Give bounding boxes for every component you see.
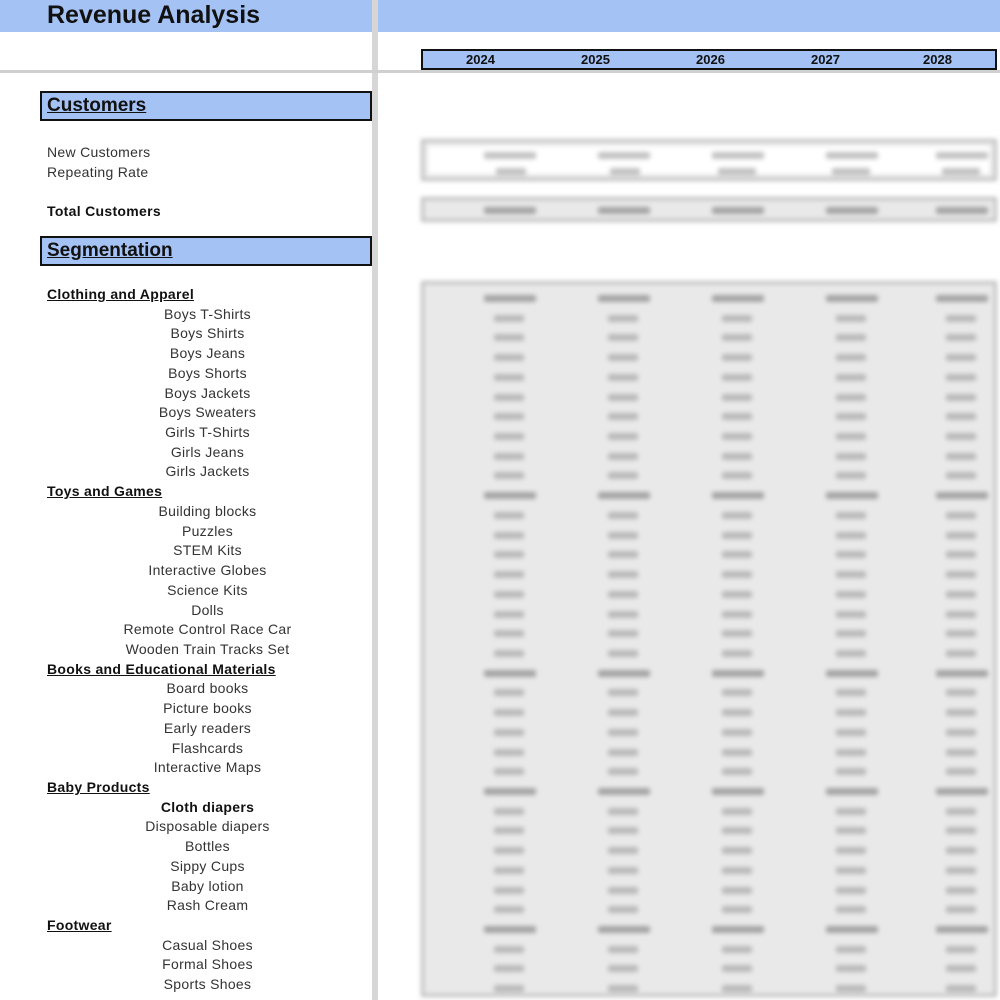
blurred-value — [722, 630, 752, 637]
blurred-value — [946, 551, 976, 558]
blurred-value — [598, 670, 650, 677]
blurred-value — [608, 887, 638, 894]
blurred-value — [494, 571, 524, 578]
blurred-value — [494, 906, 524, 913]
blurred-value — [608, 946, 638, 953]
blurred-value — [722, 453, 752, 460]
blurred-value — [494, 965, 524, 972]
blurred-value — [946, 808, 976, 815]
blurred-value — [836, 334, 866, 341]
blurred-value — [494, 512, 524, 519]
blurred-value — [608, 867, 638, 874]
blurred-value — [836, 374, 866, 381]
blurred-value — [598, 926, 650, 933]
year-cell[interactable]: 2027 — [811, 52, 840, 67]
blurred-value — [836, 689, 866, 696]
blurred-value — [946, 374, 976, 381]
blurred-value — [608, 453, 638, 460]
blurred-value — [946, 887, 976, 894]
blurred-value — [608, 551, 638, 558]
blurred-value — [836, 472, 866, 479]
blurred-value — [722, 847, 752, 854]
blurred-value — [494, 689, 524, 696]
blurred-value — [722, 965, 752, 972]
segment-item-label[interactable]: Boys Shirts — [170, 325, 245, 341]
blurred-value — [494, 315, 524, 322]
blurred-value — [946, 354, 976, 361]
segment-item-label[interactable]: Sippy Cups — [170, 858, 245, 874]
blurred-value — [608, 709, 638, 716]
blurred-value — [484, 492, 536, 499]
segment-item-label[interactable]: Interactive Globes — [148, 562, 267, 578]
blurred-value — [722, 394, 752, 401]
blurred-value — [608, 433, 638, 440]
blurred-value — [836, 827, 866, 834]
blurred-value — [722, 413, 752, 420]
blurred-value — [722, 354, 752, 361]
blurred-value — [722, 906, 752, 913]
blurred-value — [494, 551, 524, 558]
blurred-value — [608, 965, 638, 972]
blurred-value — [608, 808, 638, 815]
blurred-value — [722, 768, 752, 775]
blurred-value — [494, 887, 524, 894]
blurred-value — [494, 985, 524, 992]
blurred-value — [836, 394, 866, 401]
blurred-value — [946, 906, 976, 913]
blurred-value — [722, 512, 752, 519]
blurred-value — [494, 611, 524, 618]
customers-section-title: Customers — [47, 95, 147, 116]
segment-item-label[interactable]: Interactive Maps — [153, 759, 262, 775]
customers-section-header[interactable] — [40, 91, 372, 121]
blurred-value — [836, 965, 866, 972]
blurred-value — [608, 749, 638, 756]
blurred-value — [836, 354, 866, 361]
blurred-value — [494, 413, 524, 420]
blurred-value — [836, 847, 866, 854]
year-cell[interactable]: 2028 — [923, 52, 952, 67]
segment-item-label[interactable]: Rash Cream — [166, 897, 249, 913]
blurred-value — [946, 985, 976, 992]
blurred-value — [946, 472, 976, 479]
new-customers-label[interactable]: New Customers — [47, 144, 151, 160]
blurred-value — [946, 867, 976, 874]
blurred-value — [836, 453, 866, 460]
blurred-value — [836, 315, 866, 322]
blurred-value — [722, 827, 752, 834]
blurred-value — [722, 433, 752, 440]
blurred-value — [836, 749, 866, 756]
blurred-value — [836, 413, 866, 420]
blurred-value — [484, 670, 536, 677]
segment-item-label[interactable]: STEM Kits — [173, 542, 242, 558]
blurred-value — [836, 591, 866, 598]
blurred-value — [946, 433, 976, 440]
blurred-value — [712, 670, 764, 677]
blurred-value — [836, 946, 866, 953]
segmentation-section-header[interactable] — [40, 236, 372, 266]
blurred-value — [608, 354, 638, 361]
total-customers-values-blurred — [421, 197, 997, 222]
blurred-value — [484, 788, 536, 795]
blurred-value — [494, 847, 524, 854]
blurred-value — [722, 709, 752, 716]
blurred-value — [946, 453, 976, 460]
total-customers-label[interactable]: Total Customers — [47, 203, 161, 219]
blurred-value — [608, 512, 638, 519]
blurred-value — [608, 768, 638, 775]
blurred-value — [722, 867, 752, 874]
blurred-value — [946, 315, 976, 322]
blurred-value — [494, 532, 524, 539]
blurred-value — [712, 295, 764, 302]
blurred-value — [494, 827, 524, 834]
blurred-value — [836, 630, 866, 637]
blurred-value — [946, 334, 976, 341]
blurred-value — [722, 887, 752, 894]
blurred-value — [946, 630, 976, 637]
blurred-value — [608, 611, 638, 618]
row-divider[interactable] — [0, 70, 1000, 73]
blurred-value — [946, 571, 976, 578]
blurred-value — [712, 788, 764, 795]
blurred-value — [722, 374, 752, 381]
segmentation-section-title: Segmentation — [47, 240, 173, 261]
blurred-value — [608, 650, 638, 657]
blurred-value — [608, 571, 638, 578]
blurred-value — [946, 394, 976, 401]
blurred-value — [836, 709, 866, 716]
blurred-value — [598, 295, 650, 302]
blurred-value — [494, 354, 524, 361]
blurred-value — [836, 650, 866, 657]
segment-category-label[interactable]: Baby Products — [47, 779, 150, 795]
blurred-value — [712, 926, 764, 933]
blurred-value — [608, 985, 638, 992]
blurred-value — [494, 394, 524, 401]
blurred-value — [722, 532, 752, 539]
blurred-value — [608, 374, 638, 381]
blurred-value — [946, 965, 976, 972]
segment-item-label[interactable]: Building blocks — [158, 503, 257, 519]
segment-item-label[interactable]: Boys Shorts — [168, 365, 247, 381]
segment-item-label[interactable]: Baby lotion — [171, 878, 244, 894]
blurred-value — [836, 729, 866, 736]
blurred-value — [722, 650, 752, 657]
blurred-value — [836, 985, 866, 992]
segment-item-label[interactable]: Remote Control Race Car — [123, 621, 292, 637]
blurred-value — [836, 808, 866, 815]
repeating-rate-label[interactable]: Repeating Rate — [47, 164, 149, 180]
blurred-value — [494, 867, 524, 874]
blurred-value — [494, 591, 524, 598]
blurred-value — [826, 492, 878, 499]
segmentation-values-blurred — [421, 281, 997, 997]
segment-item-label[interactable]: Boys Jeans — [169, 345, 246, 361]
blurred-value — [936, 670, 988, 677]
segment-item-label[interactable]: Dolls — [191, 602, 224, 618]
segment-item-label[interactable]: Board books — [166, 680, 249, 696]
segment-category-label[interactable]: Toys and Games — [47, 483, 163, 499]
blurred-value — [946, 768, 976, 775]
blurred-value — [836, 532, 866, 539]
blurred-value — [722, 315, 752, 322]
segment-item-label[interactable]: Formal Shoes — [162, 956, 253, 972]
blurred-value — [598, 492, 650, 499]
blurred-value — [936, 295, 988, 302]
blurred-value — [946, 532, 976, 539]
blurred-value — [946, 946, 976, 953]
year-cell[interactable]: 2026 — [696, 52, 725, 67]
blurred-value — [936, 788, 988, 795]
blurred-value — [946, 413, 976, 420]
segment-item-label[interactable]: Picture books — [163, 700, 252, 716]
segment-item-label[interactable]: Cloth diapers — [160, 799, 255, 815]
blurred-value — [494, 630, 524, 637]
blurred-value — [494, 650, 524, 657]
blurred-value — [836, 867, 866, 874]
blurred-value — [722, 611, 752, 618]
blurred-value — [722, 334, 752, 341]
title-band-right — [378, 0, 1000, 32]
blurred-value — [826, 670, 878, 677]
blurred-value — [608, 847, 638, 854]
segment-item-label[interactable]: Boys Sweaters — [158, 404, 257, 420]
blurred-value — [836, 611, 866, 618]
blurred-value — [946, 512, 976, 519]
blurred-value — [722, 591, 752, 598]
blurred-value — [598, 788, 650, 795]
blurred-value — [946, 847, 976, 854]
segment-item-label[interactable]: Flashcards — [171, 740, 244, 756]
blurred-value — [494, 472, 524, 479]
year-header — [421, 49, 997, 70]
blurred-value — [836, 887, 866, 894]
segment-item-label[interactable]: Girls Jackets — [165, 463, 250, 479]
blurred-value — [608, 827, 638, 834]
blurred-value — [946, 709, 976, 716]
segment-item-label[interactable]: Girls T-Shirts — [165, 424, 250, 440]
blurred-value — [936, 492, 988, 499]
blurred-value — [836, 768, 866, 775]
segment-item-label[interactable]: Boys Jackets — [164, 385, 251, 401]
segment-item-label[interactable]: Bottles — [185, 838, 230, 854]
blurred-value — [494, 749, 524, 756]
blurred-value — [722, 985, 752, 992]
blurred-value — [946, 591, 976, 598]
blurred-value — [494, 808, 524, 815]
blurred-value — [946, 749, 976, 756]
segment-item-label[interactable]: Sports Shoes — [163, 976, 252, 992]
blurred-value — [608, 591, 638, 598]
segment-category-label[interactable]: Books and Educational Materials — [47, 661, 276, 677]
blurred-value — [494, 433, 524, 440]
blurred-value — [946, 689, 976, 696]
blurred-value — [936, 926, 988, 933]
segment-item-label[interactable]: Puzzles — [181, 523, 234, 539]
blurred-value — [608, 334, 638, 341]
blurred-value — [836, 571, 866, 578]
blurred-value — [484, 295, 536, 302]
blurred-value — [712, 492, 764, 499]
blurred-value — [946, 611, 976, 618]
segment-item-label[interactable]: Science Kits — [167, 582, 248, 598]
segment-category-label[interactable]: Footwear — [47, 917, 112, 933]
segment-category-label[interactable]: Clothing and Apparel — [47, 286, 195, 302]
blurred-value — [494, 374, 524, 381]
blurred-value — [494, 946, 524, 953]
blurred-value — [722, 571, 752, 578]
blurred-value — [494, 334, 524, 341]
blurred-value — [722, 729, 752, 736]
segment-item-label[interactable]: Early readers — [163, 720, 252, 736]
blurred-value — [608, 413, 638, 420]
blurred-value — [836, 906, 866, 913]
customers-values-blurred — [421, 139, 997, 181]
blurred-value — [722, 749, 752, 756]
blurred-value — [946, 827, 976, 834]
blurred-value — [722, 472, 752, 479]
year-cell[interactable]: 2024 — [466, 52, 495, 67]
blurred-value — [946, 650, 976, 657]
blurred-value — [608, 729, 638, 736]
blurred-value — [608, 472, 638, 479]
blurred-value — [494, 729, 524, 736]
blurred-value — [608, 689, 638, 696]
blurred-value — [826, 295, 878, 302]
blurred-value — [608, 394, 638, 401]
blurred-value — [608, 630, 638, 637]
blurred-value — [836, 551, 866, 558]
blurred-value — [608, 906, 638, 913]
blurred-value — [722, 808, 752, 815]
blurred-value — [722, 689, 752, 696]
year-cell[interactable]: 2025 — [581, 52, 610, 67]
page-title: Revenue Analysis — [47, 1, 261, 29]
blurred-value — [494, 768, 524, 775]
blurred-value — [722, 946, 752, 953]
segment-item-label[interactable]: Disposable diapers — [145, 818, 270, 834]
blurred-value — [836, 512, 866, 519]
blurred-value — [608, 315, 638, 322]
blurred-value — [826, 788, 878, 795]
blurred-value — [722, 551, 752, 558]
blurred-value — [494, 453, 524, 460]
blurred-value — [494, 709, 524, 716]
segment-item-label[interactable]: Wooden Train Tracks Set — [125, 641, 290, 657]
blurred-value — [946, 729, 976, 736]
blurred-value — [826, 926, 878, 933]
blurred-value — [484, 926, 536, 933]
blurred-value — [608, 532, 638, 539]
segment-item-label[interactable]: Girls Jeans — [170, 444, 245, 460]
blurred-value — [836, 433, 866, 440]
segment-item-label[interactable]: Casual Shoes — [162, 937, 253, 953]
segment-item-label[interactable]: Boys T-Shirts — [164, 306, 251, 322]
